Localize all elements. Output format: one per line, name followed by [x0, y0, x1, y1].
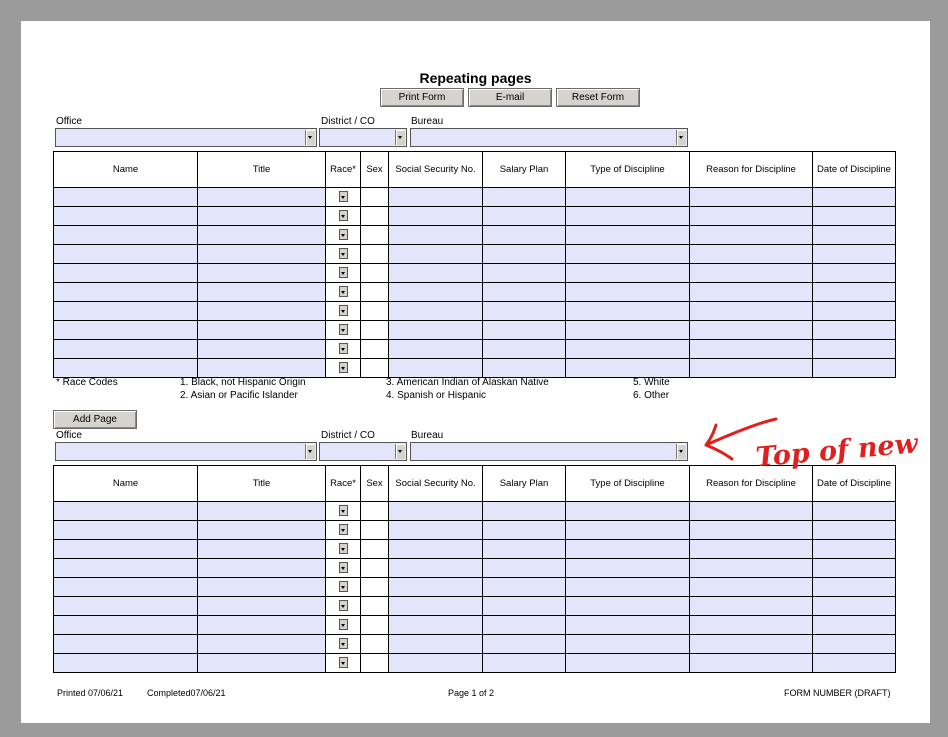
- text-field[interactable]: [389, 264, 483, 283]
- text-field[interactable]: [483, 616, 566, 635]
- chevron-down-icon[interactable]: [395, 444, 405, 459]
- text-field[interactable]: [54, 616, 198, 635]
- text-field[interactable]: [389, 502, 483, 521]
- text-field[interactable]: [813, 321, 896, 340]
- bureau-select[interactable]: [410, 442, 688, 461]
- chevron-down-icon[interactable]: [339, 248, 348, 259]
- column-header: Race*: [326, 152, 361, 188]
- text-field[interactable]: [389, 635, 483, 654]
- text-field[interactable]: [198, 321, 326, 340]
- chevron-down-icon[interactable]: [339, 229, 348, 240]
- column-header: Sex: [361, 466, 389, 502]
- text-field[interactable]: [54, 188, 198, 207]
- text-field[interactable]: [690, 226, 813, 245]
- chevron-down-icon[interactable]: [339, 324, 348, 335]
- add-page-button[interactable]: Add Page: [53, 410, 137, 429]
- text-field[interactable]: [690, 502, 813, 521]
- race-select[interactable]: [326, 321, 361, 340]
- chevron-down-icon[interactable]: [339, 191, 348, 202]
- text-field[interactable]: [483, 502, 566, 521]
- table-row: [54, 245, 896, 264]
- race-select[interactable]: [326, 207, 361, 226]
- table-row: [54, 340, 896, 359]
- text-field[interactable]: [389, 188, 483, 207]
- chevron-down-icon[interactable]: [339, 267, 348, 278]
- table-row: [54, 188, 896, 207]
- chevron-down-icon[interactable]: [339, 524, 348, 535]
- district-select[interactable]: [319, 442, 407, 461]
- column-header: Name: [54, 152, 198, 188]
- text-field[interactable]: [690, 245, 813, 264]
- chevron-down-icon[interactable]: [339, 581, 348, 592]
- text-field[interactable]: [690, 302, 813, 321]
- text-field[interactable]: [198, 188, 326, 207]
- text-field[interactable]: [813, 359, 896, 378]
- chevron-down-icon[interactable]: [339, 343, 348, 354]
- sex-field[interactable]: [361, 597, 389, 616]
- text-field[interactable]: [54, 540, 198, 559]
- text-field[interactable]: [54, 226, 198, 245]
- sex-field[interactable]: [361, 559, 389, 578]
- text-field[interactable]: [54, 359, 198, 378]
- chevron-down-icon[interactable]: [339, 600, 348, 611]
- sex-field[interactable]: [361, 654, 389, 673]
- text-field[interactable]: [54, 578, 198, 597]
- race-select[interactable]: [326, 654, 361, 673]
- race-select[interactable]: [326, 283, 361, 302]
- text-field[interactable]: [389, 654, 483, 673]
- text-field[interactable]: [566, 635, 690, 654]
- text-field[interactable]: [566, 321, 690, 340]
- table-row: [54, 302, 896, 321]
- text-field[interactable]: [813, 264, 896, 283]
- sex-field[interactable]: [361, 521, 389, 540]
- text-field[interactable]: [566, 340, 690, 359]
- chevron-down-icon[interactable]: [339, 562, 348, 573]
- table-row: [54, 207, 896, 226]
- text-field[interactable]: [566, 359, 690, 378]
- printed-date: Printed 07/06/21: [57, 688, 124, 698]
- table-row: [54, 502, 896, 521]
- text-field[interactable]: [483, 578, 566, 597]
- text-field[interactable]: [813, 635, 896, 654]
- race-select[interactable]: [326, 616, 361, 635]
- column-header: Race*: [326, 466, 361, 502]
- sex-field[interactable]: [361, 616, 389, 635]
- text-field[interactable]: [813, 188, 896, 207]
- text-field[interactable]: [690, 597, 813, 616]
- bureau-select[interactable]: [410, 128, 688, 147]
- text-field[interactable]: [198, 245, 326, 264]
- office-label: Office: [56, 116, 82, 127]
- text-field[interactable]: [54, 245, 198, 264]
- reset-form-button[interactable]: Reset Form: [556, 88, 640, 107]
- text-field[interactable]: [690, 283, 813, 302]
- column-header: Salary Plan: [483, 152, 566, 188]
- text-field[interactable]: [690, 264, 813, 283]
- bureau-label: Bureau: [411, 116, 444, 127]
- race-select[interactable]: [326, 245, 361, 264]
- text-field[interactable]: [198, 540, 326, 559]
- text-field[interactable]: [198, 207, 326, 226]
- text-field[interactable]: [566, 559, 690, 578]
- chevron-down-icon[interactable]: [676, 130, 686, 145]
- text-field[interactable]: [198, 635, 326, 654]
- text-field[interactable]: [813, 502, 896, 521]
- column-header: Date of Discipline: [813, 466, 896, 502]
- chevron-down-icon[interactable]: [339, 638, 348, 649]
- chevron-down-icon[interactable]: [339, 210, 348, 221]
- text-field[interactable]: [566, 226, 690, 245]
- text-field[interactable]: [566, 502, 690, 521]
- table-row: [54, 616, 896, 635]
- sex-field[interactable]: [361, 302, 389, 321]
- column-header: Name: [54, 466, 198, 502]
- column-header: Type of Discipline: [566, 152, 690, 188]
- text-field[interactable]: [690, 654, 813, 673]
- table-row: [54, 635, 896, 654]
- text-field[interactable]: [813, 340, 896, 359]
- text-field[interactable]: [389, 321, 483, 340]
- column-header: Title: [198, 466, 326, 502]
- text-field[interactable]: [198, 340, 326, 359]
- text-field[interactable]: [813, 521, 896, 540]
- text-field[interactable]: [690, 340, 813, 359]
- table-row: [54, 321, 896, 340]
- sex-field[interactable]: [361, 502, 389, 521]
- sex-field[interactable]: [361, 283, 389, 302]
- sex-field[interactable]: [361, 540, 389, 559]
- column-header: Social Security No.: [389, 466, 483, 502]
- text-field[interactable]: [566, 188, 690, 207]
- bureau-label: Bureau: [411, 430, 444, 441]
- sex-field[interactable]: [361, 359, 389, 378]
- text-field[interactable]: [54, 635, 198, 654]
- text-field[interactable]: [483, 207, 566, 226]
- chevron-down-icon[interactable]: [339, 286, 348, 297]
- text-field[interactable]: [54, 321, 198, 340]
- column-header: Title: [198, 152, 326, 188]
- text-field[interactable]: [483, 540, 566, 559]
- text-field[interactable]: [198, 502, 326, 521]
- office-select[interactable]: [55, 128, 317, 147]
- race-select[interactable]: [326, 188, 361, 207]
- text-field[interactable]: [813, 207, 896, 226]
- table-row: [54, 540, 896, 559]
- column-header: Type of Discipline: [566, 466, 690, 502]
- race-code-item: 5. White: [633, 377, 670, 388]
- text-field[interactable]: [198, 654, 326, 673]
- column-header: Reason for Discipline: [690, 466, 813, 502]
- text-field[interactable]: [54, 264, 198, 283]
- race-select[interactable]: [326, 359, 361, 378]
- race-code-item: 6. Other: [633, 390, 670, 401]
- sex-field[interactable]: [361, 321, 389, 340]
- district-label: District / CO: [321, 430, 375, 441]
- text-field[interactable]: [54, 654, 198, 673]
- table-row: [54, 597, 896, 616]
- text-field[interactable]: [54, 521, 198, 540]
- discipline-table-2: [53, 465, 896, 673]
- text-field[interactable]: [389, 540, 483, 559]
- text-field[interactable]: [483, 283, 566, 302]
- chevron-down-icon[interactable]: [339, 543, 348, 554]
- text-field[interactable]: [566, 521, 690, 540]
- sex-field[interactable]: [361, 264, 389, 283]
- text-field[interactable]: [690, 635, 813, 654]
- text-field[interactable]: [813, 597, 896, 616]
- chevron-down-icon[interactable]: [395, 130, 405, 145]
- text-field[interactable]: [198, 283, 326, 302]
- text-field[interactable]: [389, 207, 483, 226]
- column-header: Date of Discipline: [813, 152, 896, 188]
- text-field[interactable]: [690, 540, 813, 559]
- race-select[interactable]: [326, 521, 361, 540]
- print-form-button[interactable]: Print Form: [380, 88, 464, 107]
- chevron-down-icon[interactable]: [305, 444, 315, 459]
- text-field[interactable]: [690, 521, 813, 540]
- text-field[interactable]: [198, 559, 326, 578]
- text-field[interactable]: [483, 321, 566, 340]
- text-field[interactable]: [690, 616, 813, 635]
- table-row: [54, 359, 896, 378]
- column-header: Sex: [361, 152, 389, 188]
- text-field[interactable]: [483, 340, 566, 359]
- text-field[interactable]: [813, 302, 896, 321]
- district-label: District / CO: [321, 116, 375, 127]
- text-field[interactable]: [389, 359, 483, 378]
- discipline-table-1: [53, 151, 896, 378]
- text-field[interactable]: [198, 578, 326, 597]
- table-row: [54, 559, 896, 578]
- text-field[interactable]: [566, 245, 690, 264]
- sex-field[interactable]: [361, 188, 389, 207]
- text-field[interactable]: [566, 654, 690, 673]
- text-field[interactable]: [389, 559, 483, 578]
- sex-field[interactable]: [361, 207, 389, 226]
- table-row: [54, 226, 896, 245]
- chevron-down-icon[interactable]: [676, 444, 686, 459]
- text-field[interactable]: [389, 340, 483, 359]
- text-field[interactable]: [54, 302, 198, 321]
- text-field[interactable]: [198, 521, 326, 540]
- race-select[interactable]: [326, 502, 361, 521]
- text-field[interactable]: [566, 283, 690, 302]
- text-field[interactable]: [198, 226, 326, 245]
- text-field[interactable]: [566, 302, 690, 321]
- page-number: Page 1 of 2: [448, 688, 495, 698]
- race-code-item: 1. Black, not Hispanic Origin: [180, 377, 306, 388]
- text-field[interactable]: [690, 188, 813, 207]
- text-field[interactable]: [566, 264, 690, 283]
- text-field[interactable]: [483, 264, 566, 283]
- text-field[interactable]: [813, 245, 896, 264]
- chevron-down-icon[interactable]: [339, 619, 348, 630]
- race-select[interactable]: [326, 559, 361, 578]
- text-field[interactable]: [690, 359, 813, 378]
- form-number: FORM NUMBER (DRAFT): [784, 688, 891, 698]
- chevron-down-icon[interactable]: [339, 362, 348, 373]
- text-field[interactable]: [389, 283, 483, 302]
- sex-field[interactable]: [361, 226, 389, 245]
- table-row: [54, 654, 896, 673]
- text-field[interactable]: [566, 540, 690, 559]
- text-field[interactable]: [813, 559, 896, 578]
- district-select[interactable]: [319, 128, 407, 147]
- text-field[interactable]: [54, 559, 198, 578]
- text-field[interactable]: [483, 302, 566, 321]
- text-field[interactable]: [483, 559, 566, 578]
- text-field[interactable]: [389, 226, 483, 245]
- sex-field[interactable]: [361, 245, 389, 264]
- email-button[interactable]: E-mail: [468, 88, 552, 107]
- race-select[interactable]: [326, 578, 361, 597]
- text-field[interactable]: [389, 597, 483, 616]
- text-field[interactable]: [54, 283, 198, 302]
- chevron-down-icon[interactable]: [339, 505, 348, 516]
- sex-field[interactable]: [361, 578, 389, 597]
- race-select[interactable]: [326, 264, 361, 283]
- race-select[interactable]: [326, 302, 361, 321]
- column-header: Salary Plan: [483, 466, 566, 502]
- text-field[interactable]: [54, 597, 198, 616]
- text-field[interactable]: [483, 188, 566, 207]
- completed-date: Completed07/06/21: [147, 688, 226, 698]
- column-header: Social Security No.: [389, 152, 483, 188]
- chevron-down-icon[interactable]: [339, 305, 348, 316]
- office-select[interactable]: [55, 442, 317, 461]
- text-field[interactable]: [690, 559, 813, 578]
- race-select[interactable]: [326, 597, 361, 616]
- table-row: [54, 264, 896, 283]
- race-code-item: 4. Spanish or Hispanic: [386, 390, 487, 401]
- text-field[interactable]: [813, 540, 896, 559]
- text-field[interactable]: [813, 226, 896, 245]
- text-field[interactable]: [483, 635, 566, 654]
- text-field[interactable]: [690, 578, 813, 597]
- race-select[interactable]: [326, 540, 361, 559]
- chevron-down-icon[interactable]: [339, 657, 348, 668]
- race-code-item: 3. American Indian of Alaskan Native: [386, 377, 549, 388]
- text-field[interactable]: [389, 521, 483, 540]
- text-field[interactable]: [389, 245, 483, 264]
- text-field[interactable]: [813, 283, 896, 302]
- text-field[interactable]: [483, 245, 566, 264]
- annotation-text: Top of new: [754, 428, 920, 474]
- form-page: [21, 21, 930, 723]
- column-header: Reason for Discipline: [690, 152, 813, 188]
- text-field[interactable]: [198, 302, 326, 321]
- race-code-item: 2. Asian or Pacific Islander: [180, 390, 298, 401]
- text-field[interactable]: [198, 597, 326, 616]
- text-field[interactable]: [54, 340, 198, 359]
- text-field[interactable]: [483, 597, 566, 616]
- text-field[interactable]: [813, 578, 896, 597]
- text-field[interactable]: [690, 207, 813, 226]
- text-field[interactable]: [389, 616, 483, 635]
- text-field[interactable]: [198, 359, 326, 378]
- text-field[interactable]: [198, 264, 326, 283]
- text-field[interactable]: [690, 321, 813, 340]
- text-field[interactable]: [389, 302, 483, 321]
- text-field[interactable]: [54, 207, 198, 226]
- text-field[interactable]: [198, 616, 326, 635]
- handwritten-annotation: [698, 411, 938, 491]
- text-field[interactable]: [566, 207, 690, 226]
- text-field[interactable]: [54, 502, 198, 521]
- table-row: [54, 578, 896, 597]
- race-select[interactable]: [326, 635, 361, 654]
- office-label: Office: [56, 430, 82, 441]
- text-field[interactable]: [566, 578, 690, 597]
- race-select[interactable]: [326, 226, 361, 245]
- text-field[interactable]: [389, 578, 483, 597]
- chevron-down-icon[interactable]: [305, 130, 315, 145]
- text-field[interactable]: [483, 226, 566, 245]
- text-field[interactable]: [566, 616, 690, 635]
- table-row: [54, 283, 896, 302]
- race-select[interactable]: [326, 340, 361, 359]
- text-field[interactable]: [483, 359, 566, 378]
- page-title: Repeating pages: [419, 70, 532, 86]
- table-row: [54, 521, 896, 540]
- sex-field[interactable]: [361, 340, 389, 359]
- race-codes-heading: * Race Codes: [56, 377, 118, 388]
- text-field[interactable]: [813, 654, 896, 673]
- text-field[interactable]: [813, 616, 896, 635]
- text-field[interactable]: [483, 521, 566, 540]
- text-field[interactable]: [566, 597, 690, 616]
- text-field[interactable]: [483, 654, 566, 673]
- sex-field[interactable]: [361, 635, 389, 654]
